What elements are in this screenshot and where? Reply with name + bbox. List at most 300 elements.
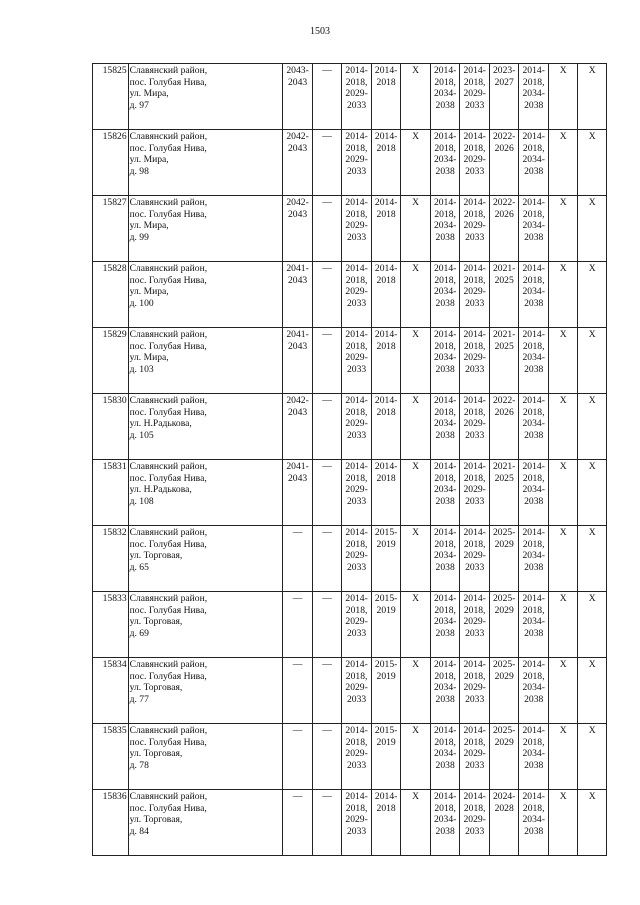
period-line: 2034-: [433, 748, 457, 759]
period-line: 2038: [435, 231, 455, 243]
mark-x: X: [559, 197, 567, 208]
period-line: 2029-: [345, 616, 368, 627]
cell-c3: [342, 394, 372, 460]
address-line: пос. Голубая Нива,: [129, 736, 207, 748]
cell-c8: [489, 592, 519, 658]
period-line: 2034-: [522, 748, 545, 759]
cell-c11: [578, 658, 607, 724]
cell-c10: [548, 64, 578, 130]
cell-c9: [519, 64, 549, 130]
period-line: 2014-: [345, 197, 368, 208]
period-line: 2014-: [463, 263, 486, 274]
cell-c7: [460, 592, 490, 658]
period-line: 2038: [524, 99, 544, 111]
period-line: 2014-: [433, 197, 457, 208]
period-line: 2021-: [492, 461, 516, 472]
table-row: [93, 460, 607, 526]
mark-x: X: [588, 197, 596, 208]
period-line: 2018,: [345, 736, 368, 748]
period-line: 2033: [347, 825, 367, 837]
period-line: 2014-: [374, 197, 398, 208]
period-line: 2033: [465, 825, 485, 837]
cell-c1: [283, 526, 313, 592]
period-line: —: [322, 659, 332, 670]
mark-x: X: [588, 593, 596, 604]
period-line: 2014-: [463, 527, 486, 538]
cell-c8: [489, 196, 519, 262]
cell-c4: [371, 262, 401, 328]
period-line: 2029-: [463, 286, 486, 297]
period-line: 2043: [287, 274, 308, 286]
period-line: 2018: [376, 208, 396, 220]
period-line: —: [322, 131, 332, 142]
period-line: 2018,: [522, 538, 545, 550]
cell-c1: [283, 64, 313, 130]
cell-record-number: 15835: [93, 724, 129, 790]
period-line: 2018,: [463, 406, 486, 418]
cell-c10: [548, 790, 578, 856]
cell-record-number: 15834: [93, 658, 129, 724]
period-line: 2014-: [345, 65, 368, 76]
period-line: —: [322, 725, 332, 736]
period-line: 2029-: [345, 550, 368, 561]
address-line: ул. Торговая,: [129, 748, 183, 759]
mark-x: X: [559, 461, 567, 472]
cell-c2: [312, 130, 342, 196]
period-line: 2038: [435, 693, 455, 705]
period-line: 2034-: [522, 418, 545, 429]
page-number: 1503: [310, 26, 330, 37]
cell-address: [128, 592, 283, 658]
period-line: 2018,: [345, 604, 368, 616]
period-line: 2019: [376, 538, 396, 550]
period-line: 2038: [524, 627, 544, 639]
cell-c11: [578, 592, 607, 658]
period-line: 2033: [465, 693, 485, 705]
period-line: 2038: [524, 297, 544, 309]
period-line: 2022-: [492, 131, 516, 142]
cell-c3: [342, 658, 372, 724]
cell-c9: [519, 328, 549, 394]
period-line: 2014-: [374, 395, 398, 406]
mark-x: X: [412, 395, 420, 406]
period-line: 2028: [494, 802, 514, 814]
cell-c4: [371, 592, 401, 658]
cell-c4: [371, 526, 401, 592]
period-line: 2033: [465, 495, 485, 507]
period-line: 2024-: [492, 791, 516, 802]
period-line: 2014-: [433, 329, 457, 340]
period-line: 2014-: [433, 593, 457, 604]
cell-c9: [519, 724, 549, 790]
period-line: 2033: [347, 693, 367, 705]
period-line: 2023-: [492, 65, 516, 76]
period-line: 2033: [347, 363, 367, 375]
cell-c10: [548, 328, 578, 394]
period-line: 2014-: [463, 395, 486, 406]
period-line: 2014-: [345, 263, 368, 274]
period-line: 2038: [435, 825, 455, 837]
period-line: 2014-: [345, 329, 368, 340]
cell-record-number: 15828: [93, 262, 129, 328]
period-line: 2018,: [434, 538, 456, 550]
period-line: 2033: [347, 231, 367, 243]
period-line: 2038: [435, 297, 455, 309]
address-line: д. 65: [129, 561, 149, 573]
cell-c5: [401, 394, 431, 460]
cell-c3: [342, 328, 372, 394]
mark-x: X: [559, 659, 567, 670]
cell-c9: [519, 460, 549, 526]
mark-x: X: [559, 725, 567, 736]
cell-c2: [312, 724, 342, 790]
cell-c3: [342, 790, 372, 856]
cell-c9: [519, 394, 549, 460]
period-line: 2014-: [374, 131, 398, 142]
period-line: 2033: [465, 363, 485, 375]
address-line: ул. Мира,: [129, 154, 169, 165]
cell-c8: [489, 724, 519, 790]
period-line: 2021-: [492, 263, 516, 274]
cell-c8: [489, 328, 519, 394]
cell-c7: [460, 658, 490, 724]
period-line: —: [292, 593, 303, 604]
period-line: 2022-: [492, 395, 516, 406]
cell-c5: [401, 592, 431, 658]
period-line: 2038: [524, 495, 544, 507]
cell-c3: [342, 526, 372, 592]
period-line: 2029-: [463, 220, 486, 231]
address-line: пос. Голубая Нива,: [129, 472, 207, 484]
cell-c9: [519, 592, 549, 658]
cell-c10: [548, 262, 578, 328]
cell-c5: [401, 130, 431, 196]
cell-c8: [489, 658, 519, 724]
address-line: д. 103: [129, 363, 154, 375]
period-line: 2029-: [463, 814, 486, 825]
cell-c4: [371, 328, 401, 394]
period-line: 2014-: [522, 725, 545, 736]
mark-x: X: [559, 527, 567, 538]
address-line: пос. Голубая Нива,: [129, 406, 207, 418]
cell-c1: [283, 262, 313, 328]
period-line: 2014-: [522, 791, 545, 802]
period-line: 2018,: [345, 472, 368, 484]
cell-c7: [460, 394, 490, 460]
period-line: 2014-: [463, 791, 486, 802]
cell-c5: [401, 328, 431, 394]
table-row: [93, 592, 607, 658]
cell-record-number: 15830: [93, 394, 129, 460]
period-line: 2014-: [374, 65, 398, 76]
cell-c8: [489, 790, 519, 856]
period-line: 2029-: [345, 814, 368, 825]
period-line: 2042-: [286, 395, 309, 406]
period-line: 2043: [287, 76, 308, 88]
cell-c6: [430, 658, 460, 724]
cell-c2: [312, 64, 342, 130]
cell-address: [128, 328, 283, 394]
mark-x: X: [588, 395, 596, 406]
mark-x: X: [559, 65, 567, 76]
mark-x: X: [412, 263, 420, 274]
cell-c2: [312, 592, 342, 658]
period-line: 2014-: [463, 659, 486, 670]
period-line: 2033: [347, 429, 367, 441]
cell-c4: [371, 196, 401, 262]
address-line: ул. Мира,: [129, 286, 169, 297]
mark-x: X: [588, 263, 596, 274]
period-line: 2025: [494, 472, 514, 484]
period-line: 2014-: [522, 197, 545, 208]
period-line: 2014-: [433, 461, 457, 472]
period-line: 2014-: [522, 659, 545, 670]
period-line: 2033: [347, 495, 367, 507]
address-line: пос. Голубая Нива,: [129, 76, 207, 88]
cell-c11: [578, 526, 607, 592]
cell-c5: [401, 64, 431, 130]
cell-c8: [489, 262, 519, 328]
period-line: 2029-: [345, 418, 368, 429]
period-line: 2025-: [492, 527, 516, 538]
period-line: 2029-: [463, 418, 486, 429]
period-line: 2038: [524, 231, 544, 243]
cell-c3: [342, 130, 372, 196]
cell-c4: [371, 64, 401, 130]
mark-x: X: [412, 527, 420, 538]
period-line: 2043: [287, 472, 308, 484]
period-line: 2014-: [522, 593, 545, 604]
cell-c6: [430, 394, 460, 460]
cell-c4: [371, 394, 401, 460]
period-line: 2033: [465, 99, 485, 111]
period-line: 2029-: [345, 352, 368, 363]
period-line: 2034-: [522, 88, 545, 99]
period-line: 2025-: [492, 725, 516, 736]
table-row: [93, 64, 607, 130]
period-line: —: [292, 791, 303, 802]
address-line: Славянский район,: [129, 263, 208, 274]
address-line: д. 99: [129, 231, 149, 243]
period-line: 2034-: [433, 682, 457, 693]
cell-c11: [578, 130, 607, 196]
address-line: д. 84: [129, 825, 149, 837]
cell-c11: [578, 460, 607, 526]
period-line: 2018: [376, 340, 396, 352]
period-line: 2014-: [522, 527, 545, 538]
cell-c11: [578, 196, 607, 262]
period-line: 2018,: [434, 208, 456, 220]
period-line: 2014-: [463, 131, 486, 142]
address-line: Славянский район,: [129, 527, 208, 538]
cell-c5: [401, 658, 431, 724]
period-line: 2029-: [463, 616, 486, 627]
cell-c6: [430, 196, 460, 262]
period-line: 2018,: [463, 472, 486, 484]
period-line: 2038: [435, 99, 455, 111]
cell-c5: [401, 724, 431, 790]
period-line: 2034-: [522, 286, 545, 297]
period-line: 2014-: [433, 65, 457, 76]
address-line: Славянский район,: [129, 395, 208, 406]
period-line: 2018,: [522, 142, 545, 154]
period-line: 2034-: [522, 682, 545, 693]
cell-c1: [283, 724, 313, 790]
address-line: д. 100: [129, 297, 154, 309]
period-line: 2022-: [492, 197, 516, 208]
period-line: 2018,: [434, 274, 456, 286]
cell-c6: [430, 724, 460, 790]
period-line: 2018,: [345, 340, 368, 352]
mark-x: X: [412, 725, 420, 736]
period-line: 2014-: [345, 725, 368, 736]
period-line: 2014-: [374, 791, 398, 802]
cell-c9: [519, 526, 549, 592]
cell-c2: [312, 526, 342, 592]
address-line: пос. Голубая Нива,: [129, 340, 207, 352]
period-line: 2038: [435, 363, 455, 375]
cell-record-number: 15836: [93, 790, 129, 856]
mark-x: X: [588, 329, 596, 340]
period-line: —: [322, 461, 332, 472]
cell-c6: [430, 790, 460, 856]
housing-register-table: [92, 63, 607, 856]
period-line: 2018,: [463, 142, 486, 154]
period-line: 2041-: [286, 461, 309, 472]
period-line: 2042-: [286, 197, 309, 208]
period-line: 2019: [376, 604, 396, 616]
period-line: 2018,: [345, 76, 368, 88]
address-line: Славянский район,: [129, 461, 208, 472]
address-line: ул. Торговая,: [129, 814, 183, 825]
period-line: 2033: [465, 759, 485, 771]
period-line: 2018,: [522, 604, 545, 616]
cell-c6: [430, 526, 460, 592]
period-line: 2029-: [345, 88, 368, 99]
cell-c9: [519, 196, 549, 262]
period-line: 2034-: [433, 814, 457, 825]
period-line: 2041-: [286, 329, 309, 340]
mark-x: X: [588, 527, 596, 538]
period-line: 2029-: [463, 154, 486, 165]
cell-c11: [578, 790, 607, 856]
cell-c11: [578, 394, 607, 460]
period-line: 2021-: [492, 329, 516, 340]
cell-address: [128, 196, 283, 262]
mark-x: X: [588, 791, 596, 802]
period-line: 2014-: [522, 461, 545, 472]
table-body: [93, 64, 607, 856]
cell-c3: [342, 262, 372, 328]
period-line: 2014-: [374, 263, 398, 274]
mark-x: X: [559, 263, 567, 274]
address-line: ул. Н.Радькова,: [129, 484, 192, 495]
cell-record-number: 15832: [93, 526, 129, 592]
mark-x: X: [588, 461, 596, 472]
period-line: 2015-: [374, 725, 398, 736]
period-line: 2033: [347, 297, 367, 309]
cell-c1: [283, 658, 313, 724]
period-line: 2033: [465, 561, 485, 573]
period-line: 2018: [376, 406, 396, 418]
period-line: 2029-: [463, 88, 486, 99]
period-line: 2014-: [345, 395, 368, 406]
mark-x: X: [588, 131, 596, 142]
period-line: 2029-: [345, 748, 368, 759]
period-line: 2018,: [463, 340, 486, 352]
mark-x: X: [588, 725, 596, 736]
period-line: 2033: [347, 561, 367, 573]
period-line: —: [322, 593, 332, 604]
period-line: 2026: [494, 208, 514, 220]
period-line: 2038: [435, 429, 455, 441]
cell-c2: [312, 262, 342, 328]
period-line: 2034-: [522, 154, 545, 165]
address-line: ул. Мира,: [129, 88, 169, 99]
period-line: 2038: [435, 759, 455, 771]
cell-c5: [401, 460, 431, 526]
cell-address: [128, 394, 283, 460]
cell-c7: [460, 196, 490, 262]
period-line: 2014-: [433, 725, 457, 736]
period-line: 2043-: [286, 65, 309, 76]
period-line: 2019: [376, 736, 396, 748]
cell-c3: [342, 460, 372, 526]
cell-c6: [430, 64, 460, 130]
period-line: 2014-: [345, 659, 368, 670]
cell-record-number: 15827: [93, 196, 129, 262]
period-line: 2026: [494, 142, 514, 154]
period-line: 2014-: [433, 791, 457, 802]
period-line: 2034-: [433, 286, 457, 297]
address-line: пос. Голубая Нива,: [129, 670, 207, 682]
period-line: —: [322, 791, 332, 802]
period-line: 2029-: [345, 682, 368, 693]
period-line: 2034-: [522, 484, 545, 495]
period-line: 2038: [435, 561, 455, 573]
period-line: 2043: [287, 142, 308, 154]
mark-x: X: [412, 329, 420, 340]
period-line: 2038: [524, 363, 544, 375]
address-line: ул. Торговая,: [129, 550, 183, 561]
period-line: 2038: [435, 165, 455, 177]
mark-x: X: [412, 461, 420, 472]
cell-c8: [489, 526, 519, 592]
period-line: 2038: [524, 429, 544, 441]
period-line: 2018,: [463, 208, 486, 220]
cell-c1: [283, 328, 313, 394]
period-line: 2033: [465, 297, 485, 309]
period-line: 2019: [376, 670, 396, 682]
period-line: 2018,: [522, 472, 545, 484]
address-line: д. 108: [129, 495, 154, 507]
cell-c2: [312, 658, 342, 724]
period-line: 2014-: [345, 131, 368, 142]
period-line: 2026: [494, 406, 514, 418]
period-line: —: [292, 725, 303, 736]
period-line: 2038: [524, 165, 544, 177]
cell-c7: [460, 460, 490, 526]
period-line: 2018,: [345, 406, 368, 418]
address-line: пос. Голубая Нива,: [129, 802, 207, 814]
period-line: 2033: [347, 99, 367, 111]
table-row: [93, 526, 607, 592]
period-line: 2033: [465, 429, 485, 441]
period-line: 2014-: [433, 659, 457, 670]
period-line: 2033: [465, 231, 485, 243]
period-line: —: [322, 197, 332, 208]
address-line: Славянский район,: [129, 131, 208, 142]
